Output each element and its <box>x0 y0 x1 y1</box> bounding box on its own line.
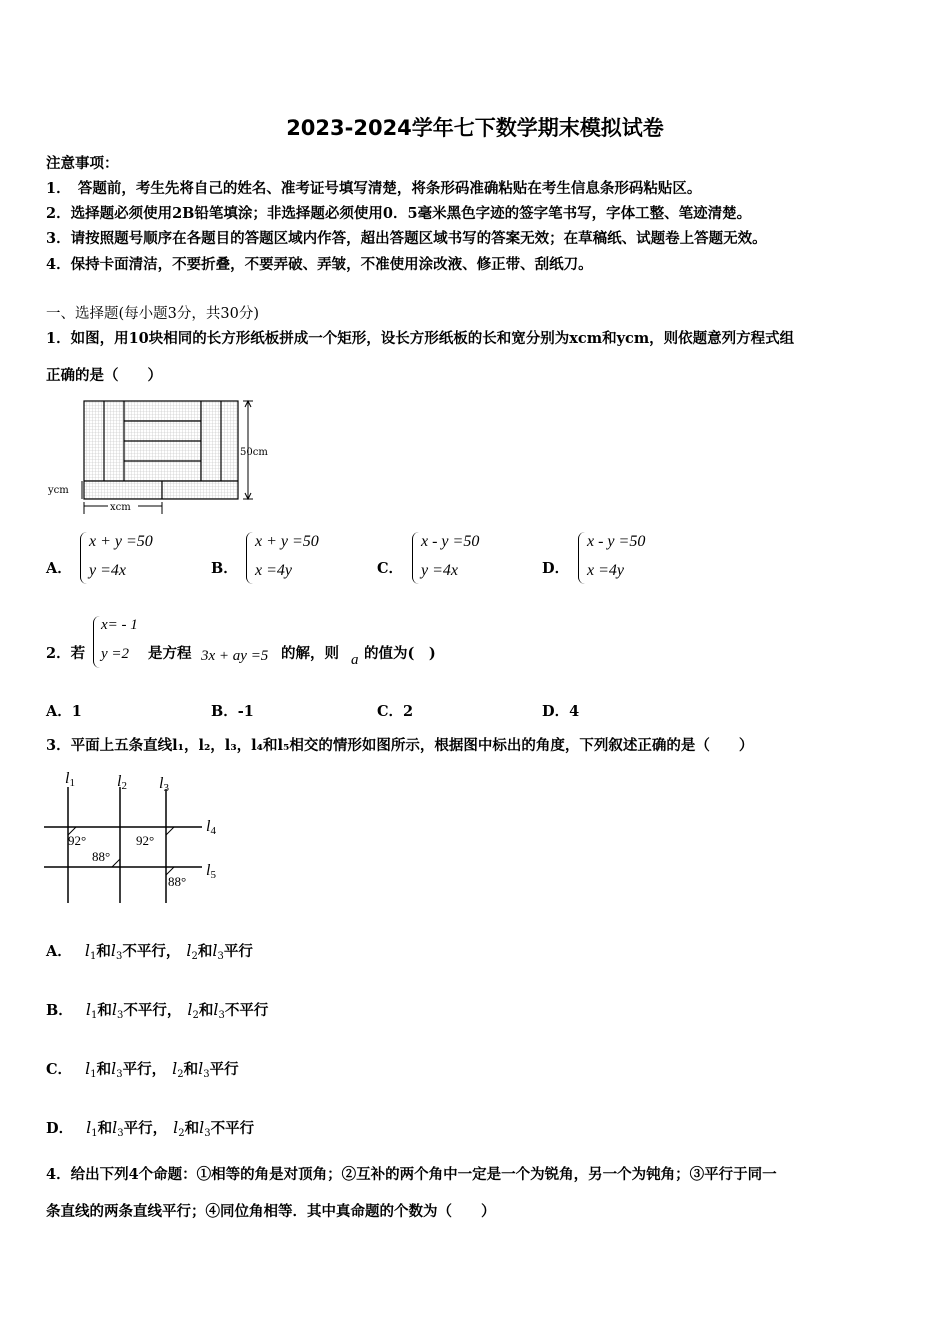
notice-item-1: 1． 答题前，考生先将自己的姓名、准考证号填写清楚，将条形码准确粘贴在考生信息条形码粘贴区。 <box>46 180 702 197</box>
angle-label: 88° <box>168 874 187 889</box>
l2-label: l <box>117 773 122 790</box>
q2-option-b: B．-1 <box>211 703 254 720</box>
l1-label: l <box>65 770 70 787</box>
l4-label: l <box>206 818 211 835</box>
q1-text-line2: 正确的是（ ） <box>46 367 162 384</box>
q2-eq1: x= - 1 <box>101 617 138 633</box>
brace-icon <box>412 532 419 584</box>
q3-lines-figure <box>42 765 242 910</box>
q1-option-b-eq2: x =4y <box>255 562 292 579</box>
brace-icon <box>80 532 87 584</box>
q1-rectangle-figure <box>44 396 284 520</box>
svg-text:l2 <box>117 773 127 792</box>
notice-item-2: 2．选择题必须使用2B铅笔填涂；非选择题必须使用0．5毫米黑色字迹的签字笔书写，字体工整、笔迹清楚。 <box>46 205 752 222</box>
q1-option-b-eq1: x + y =50 <box>255 533 319 550</box>
angle-label: 92° <box>68 833 87 848</box>
notice-item-3: 3．请按照题号顺序在各题目的答题区域内作答，超出答题区域书写的答案无效；在草稿纸、试题卷上答题无效。 <box>46 230 767 247</box>
q1-option-c-label: C． <box>377 560 404 577</box>
q2-var: a <box>351 652 359 668</box>
svg-text:l4 <box>206 818 216 837</box>
q1-option-d-label: D． <box>542 560 570 577</box>
x-label: xcm <box>110 502 131 513</box>
q1-option-d-eq2: x =4y <box>587 562 624 579</box>
q3-option-b: B． $l_1$和$l_3$不平行， $l_2$和$l_3$不平行 <box>46 1000 269 1021</box>
q3-option-a: A． $l_1$和$l_3$不平行， $l_2$和$l_3$平行 <box>46 941 253 962</box>
q1-option-c-eq1: x - y =50 <box>421 533 480 550</box>
q1-option-d-eq1: x - y =50 <box>587 533 646 550</box>
angle-label: 88° <box>92 849 111 864</box>
q2-option-a: A．1 <box>46 703 82 720</box>
l4-subscript: 4 <box>210 825 216 837</box>
l1-subscript: 1 <box>69 777 75 789</box>
q1-option-c-eq2: y =4x <box>421 562 458 579</box>
q2-equation: 3x + ay =5 <box>201 648 269 664</box>
q3-text: 3．平面上五条直线l₁，l₂，l₃，l₄和l₅相交的情形如图所示，根据图中标出的角度，下列叙述正确的是（ ） <box>46 737 754 754</box>
q1-option-a-label: A． <box>46 560 72 577</box>
page-title: 2023-2024学年七下数学期末模拟试卷 <box>286 116 664 140</box>
notice-heading: 注意事项： <box>46 155 119 172</box>
svg-text:l1 <box>65 770 75 789</box>
q1-option-b-label: B． <box>211 560 238 577</box>
angle-label: 92° <box>136 833 155 848</box>
q2-option-c: C．2 <box>377 703 414 720</box>
brace-icon <box>246 532 253 584</box>
svg-text:l3 <box>159 775 169 794</box>
q3-option-d: D． $l_1$和$l_3$平行， $l_2$和$l_3$不平行 <box>46 1118 255 1139</box>
svg-text:l5 <box>206 862 216 881</box>
q2-option-d: D．4 <box>542 703 580 720</box>
q4-text-line1: 4．给出下列4个命题：①相等的角是对顶角；②互补的两个角中一定是一个为锐角，另一个为钝角；③平行于同一 <box>46 1166 777 1183</box>
q2-eq2: y =2 <box>101 646 130 662</box>
y-label: ycm <box>48 485 69 496</box>
q1-option-a-eq1: x + y =50 <box>89 533 153 550</box>
l5-subscript: 5 <box>210 869 216 881</box>
q2-mid: 是方程 <box>148 645 192 662</box>
q1-option-a-eq2: y =4x <box>89 562 126 579</box>
q2-prefix: 2．若 <box>46 645 86 662</box>
q2-after: 的解，则 <box>281 645 339 662</box>
l3-label: l <box>159 775 164 792</box>
q2-suffix: 的值为( ) <box>364 645 436 662</box>
l2-subscript: 2 <box>121 780 127 792</box>
q3-option-c: C． $l_1$和$l_3$平行， $l_2$和$l_3$平行 <box>46 1059 239 1080</box>
l3-subscript: 3 <box>163 782 169 794</box>
brace-icon <box>93 616 100 668</box>
q4-text-line2: 条直线的两条直线平行；④同位角相等．其中真命题的个数为（ ） <box>46 1203 496 1220</box>
notice-item-4: 4．保持卡面清洁，不要折叠，不要弄破、弄皱，不准使用涂改液、修正带、刮纸刀。 <box>46 256 593 273</box>
section-heading: 一、选择题(每小题3分，共30分) <box>46 306 259 322</box>
q1-text-line1: 1．如图，用10块相同的长方形纸板拼成一个矩形，设长方形纸板的长和宽分别为xcm和ycm，则依题意列方程式组 <box>46 330 795 347</box>
height-label: 50cm <box>240 447 268 458</box>
brace-icon <box>578 532 585 584</box>
l5-label: l <box>206 862 211 879</box>
